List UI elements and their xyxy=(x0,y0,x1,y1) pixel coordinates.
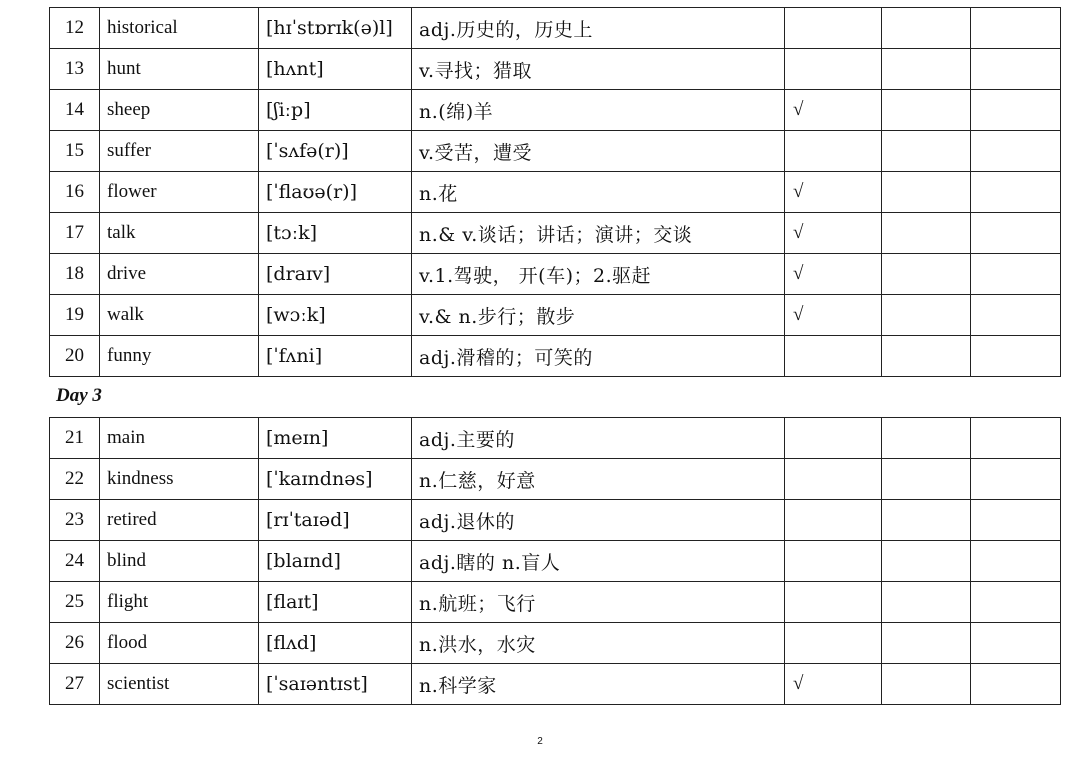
row-number: 12 xyxy=(50,8,100,49)
check-mark-cell xyxy=(785,131,882,172)
check-mark-cell xyxy=(785,49,882,90)
meaning-cell: v.1.驾驶， 开(车)；2.驱赶 xyxy=(412,254,785,295)
meaning-cell: adj.瞎的 n.盲人 xyxy=(412,541,785,582)
check-mark-cell: √ xyxy=(785,295,882,336)
vocab-table-body xyxy=(50,8,1061,377)
blank-cell xyxy=(882,295,971,336)
blank-cell xyxy=(882,664,971,705)
day-3-heading: Day 3 xyxy=(56,385,102,406)
check-mark-cell xyxy=(785,336,882,377)
meaning-cell: n.& v.谈话；讲话；演讲；交谈 xyxy=(412,213,785,254)
row-number: 13 xyxy=(50,49,100,90)
table-row xyxy=(50,623,1061,664)
phonetic-cell: [ˈfʌni] xyxy=(259,336,412,377)
table-row xyxy=(50,459,1061,500)
blank-cell xyxy=(882,336,971,377)
row-number: 27 xyxy=(50,664,100,705)
check-mark-cell: √ xyxy=(785,172,882,213)
blank-cell xyxy=(882,254,971,295)
vocab-table-day-3 xyxy=(49,417,1061,705)
row-number: 23 xyxy=(50,500,100,541)
word-cell: sheep xyxy=(100,90,259,131)
check-mark-cell: √ xyxy=(785,254,882,295)
word-cell: blind xyxy=(100,541,259,582)
word-cell: walk xyxy=(100,295,259,336)
meaning-cell: v.寻找；猎取 xyxy=(412,49,785,90)
blank-cell xyxy=(882,90,971,131)
row-number: 26 xyxy=(50,623,100,664)
table-row xyxy=(50,295,1061,336)
table-row xyxy=(50,8,1061,49)
blank-cell xyxy=(971,623,1061,664)
blank-cell xyxy=(971,213,1061,254)
phonetic-cell: [rɪˈtaɪəd] xyxy=(259,500,412,541)
blank-cell xyxy=(971,541,1061,582)
phonetic-cell: [ˈsʌfə(r)] xyxy=(259,131,412,172)
row-number: 19 xyxy=(50,295,100,336)
blank-cell xyxy=(882,49,971,90)
row-number: 25 xyxy=(50,582,100,623)
table-row xyxy=(50,336,1061,377)
table-row xyxy=(50,664,1061,705)
meaning-cell: n.航班；飞行 xyxy=(412,582,785,623)
phonetic-cell: [ˈflaʊə(r)] xyxy=(259,172,412,213)
blank-cell xyxy=(971,418,1061,459)
blank-cell xyxy=(882,172,971,213)
phonetic-cell: [ˈsaɪəntɪst] xyxy=(259,664,412,705)
blank-cell xyxy=(882,582,971,623)
phonetic-cell: [blaɪnd] xyxy=(259,541,412,582)
vocab-table-day-2 xyxy=(49,7,1061,377)
meaning-cell: n.科学家 xyxy=(412,664,785,705)
blank-cell xyxy=(882,213,971,254)
blank-cell xyxy=(882,131,971,172)
phonetic-cell: [ʃiːp] xyxy=(259,90,412,131)
row-number: 14 xyxy=(50,90,100,131)
blank-cell xyxy=(971,459,1061,500)
row-number: 16 xyxy=(50,172,100,213)
row-number: 22 xyxy=(50,459,100,500)
blank-cell xyxy=(971,582,1061,623)
table-row xyxy=(50,131,1061,172)
phonetic-cell: [hʌnt] xyxy=(259,49,412,90)
blank-cell xyxy=(971,49,1061,90)
word-cell: flight xyxy=(100,582,259,623)
row-number: 21 xyxy=(50,418,100,459)
word-cell: retired xyxy=(100,500,259,541)
word-cell: historical xyxy=(100,8,259,49)
phonetic-cell: [ˈkaɪndnəs] xyxy=(259,459,412,500)
check-mark-cell xyxy=(785,582,882,623)
check-mark-cell: √ xyxy=(785,213,882,254)
word-cell: drive xyxy=(100,254,259,295)
blank-cell xyxy=(882,541,971,582)
phonetic-cell: [wɔːk] xyxy=(259,295,412,336)
meaning-cell: adj.历史的，历史上 xyxy=(412,8,785,49)
row-number: 20 xyxy=(50,336,100,377)
table-row xyxy=(50,541,1061,582)
blank-cell xyxy=(971,500,1061,541)
phonetic-cell: [draɪv] xyxy=(259,254,412,295)
phonetic-cell: [tɔːk] xyxy=(259,213,412,254)
phonetic-cell: [meɪn] xyxy=(259,418,412,459)
check-mark-cell xyxy=(785,418,882,459)
table-row xyxy=(50,254,1061,295)
table-row xyxy=(50,582,1061,623)
meaning-cell: n.花 xyxy=(412,172,785,213)
blank-cell xyxy=(971,131,1061,172)
row-number: 24 xyxy=(50,541,100,582)
blank-cell xyxy=(971,254,1061,295)
check-mark-cell: √ xyxy=(785,664,882,705)
check-mark-cell xyxy=(785,623,882,664)
meaning-cell: adj.滑稽的；可笑的 xyxy=(412,336,785,377)
meaning-cell: n.洪水，水灾 xyxy=(412,623,785,664)
meaning-cell: v.& n.步行；散步 xyxy=(412,295,785,336)
table-row xyxy=(50,49,1061,90)
word-cell: main xyxy=(100,418,259,459)
blank-cell xyxy=(971,172,1061,213)
check-mark-cell xyxy=(785,541,882,582)
phonetic-cell: [hɪˈstɒrɪk(ə)l] xyxy=(259,8,412,49)
blank-cell xyxy=(882,459,971,500)
table-row xyxy=(50,172,1061,213)
meaning-cell: n.(绵)羊 xyxy=(412,90,785,131)
word-cell: suffer xyxy=(100,131,259,172)
check-mark-cell xyxy=(785,8,882,49)
row-number: 17 xyxy=(50,213,100,254)
page-number: 2 xyxy=(537,736,543,747)
table-row xyxy=(50,500,1061,541)
check-mark-cell xyxy=(785,459,882,500)
meaning-cell: adj.主要的 xyxy=(412,418,785,459)
meaning-cell: v.受苦，遭受 xyxy=(412,131,785,172)
phonetic-cell: [flʌd] xyxy=(259,623,412,664)
blank-cell xyxy=(882,8,971,49)
blank-cell xyxy=(971,8,1061,49)
blank-cell xyxy=(971,664,1061,705)
blank-cell xyxy=(882,623,971,664)
vocab-table-body xyxy=(50,418,1061,705)
check-mark-cell xyxy=(785,500,882,541)
check-mark-cell: √ xyxy=(785,90,882,131)
word-cell: hunt xyxy=(100,49,259,90)
table-row xyxy=(50,90,1061,131)
row-number: 18 xyxy=(50,254,100,295)
word-cell: scientist xyxy=(100,664,259,705)
row-number: 15 xyxy=(50,131,100,172)
meaning-cell: n.仁慈，好意 xyxy=(412,459,785,500)
word-cell: flower xyxy=(100,172,259,213)
blank-cell xyxy=(971,336,1061,377)
table-row xyxy=(50,418,1061,459)
table-row xyxy=(50,213,1061,254)
meaning-cell: adj.退休的 xyxy=(412,500,785,541)
blank-cell xyxy=(971,295,1061,336)
word-cell: talk xyxy=(100,213,259,254)
blank-cell xyxy=(882,500,971,541)
blank-cell xyxy=(882,418,971,459)
phonetic-cell: [flaɪt] xyxy=(259,582,412,623)
blank-cell xyxy=(971,90,1061,131)
word-cell: flood xyxy=(100,623,259,664)
word-cell: kindness xyxy=(100,459,259,500)
word-cell: funny xyxy=(100,336,259,377)
